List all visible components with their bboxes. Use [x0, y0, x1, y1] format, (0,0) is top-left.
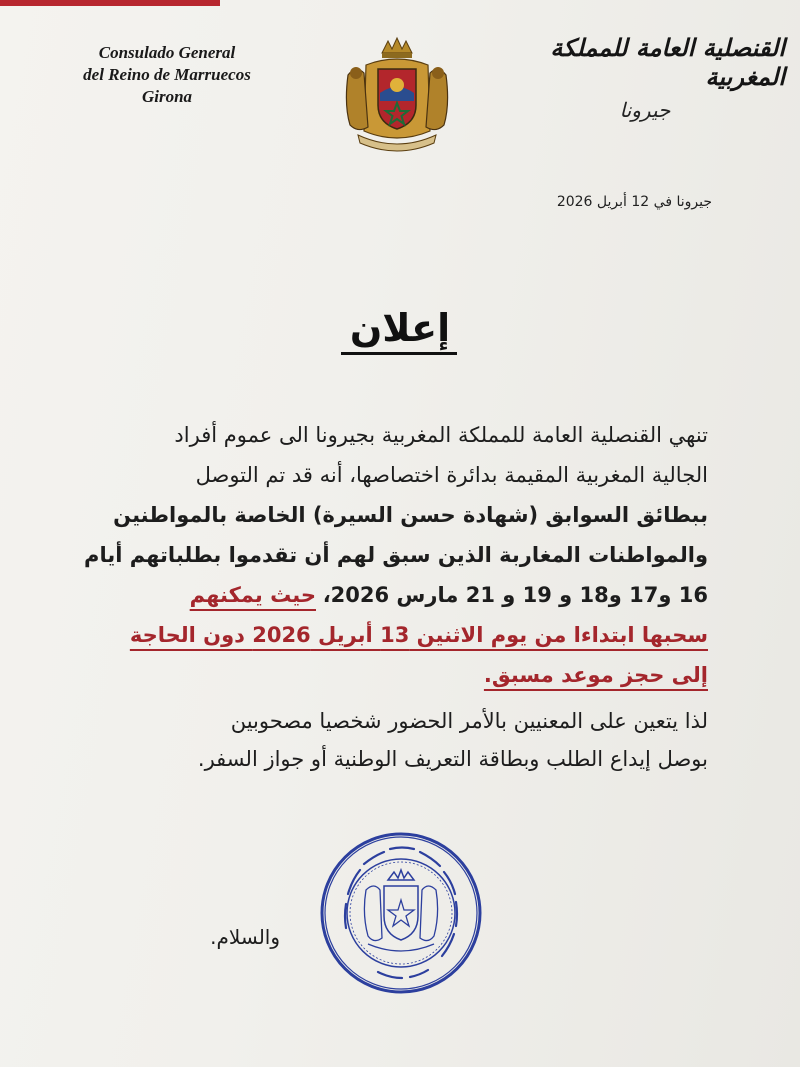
top-color-band	[0, 0, 220, 6]
closing-salutation: والسلام.	[210, 925, 280, 949]
paragraph-1-line-3	[90, 495, 708, 535]
spanish-letterhead	[62, 42, 272, 108]
paragraph-1-line-2: الجالية المغربية المقيمة بدائرة اختصاصها، أنه قد تم التوصل	[195, 463, 708, 487]
paragraph-1-line-4-text: والمواطنات المغاربة الذين سبق لهم أن تقدموا بطلباتهم أيام	[84, 543, 708, 567]
letterhead-line-3: Girona	[141, 87, 193, 106]
announcement-title: إعلان	[349, 306, 451, 350]
consulate-seal-stamp-icon	[318, 830, 484, 996]
paragraph-1-line-6	[90, 615, 708, 655]
letterhead-line-2: del Reino de Marruecos	[83, 65, 251, 84]
paragraph-1-line-6-highlight: سحبها ابتداءا من يوم الاثنين 13 أبريل 2026 دون الحاجة	[129, 623, 708, 647]
date-line: جيرونا في 12 أبريل 2026	[556, 194, 712, 210]
moroccan-coat-of-arms-icon	[338, 35, 456, 153]
paragraph-1-line-7	[90, 655, 708, 695]
arabic-letterhead-city: جيرونا	[619, 98, 671, 122]
paragraph-1-line-5-highlight: حيث يمكنهم	[189, 583, 316, 607]
paragraph-1-line-1: تنهي القنصلية العامة للمملكة المغربية بجيرونا الى عموم أفراد	[174, 423, 708, 447]
letterhead-line-1: Consulado General	[98, 43, 236, 62]
announcement-paragraph-1	[84, 415, 708, 695]
paragraph-2-line-2: بوصل إيداع الطلب وبطاقة التعريف الوطنية أو جواز السفر.	[197, 747, 708, 771]
paragraph-1-line-5-dates: 16 و17 و18 و 19 و 21 مارس 2026،	[322, 583, 708, 607]
paragraph-1-line-3-text: ببطائق السوابق (شهادة حسن السيرة) الخاصة بالمواطنين	[113, 503, 708, 527]
arabic-letterhead-title: القنصلية العامة للمملكة المغربية	[550, 33, 785, 91]
title-underline	[341, 352, 457, 355]
paragraph-1-line-4	[84, 535, 708, 575]
paragraph-2-line-1: لذا يتعين على المعنيين بالأمر الحضور شخصيا مصحوبين	[230, 709, 708, 733]
paragraph-1-line-7-highlight: إلى حجز موعد مسبق.	[483, 663, 708, 687]
announcement-paragraph-2	[90, 702, 708, 778]
paragraph-1-line-5	[90, 575, 708, 615]
